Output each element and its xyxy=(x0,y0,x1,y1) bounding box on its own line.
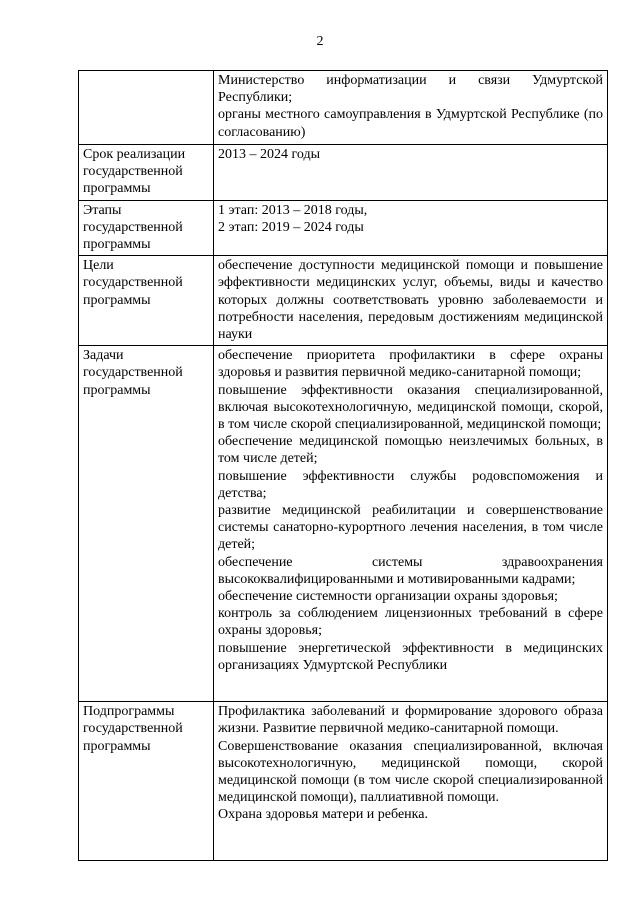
value-line: обеспечение системности организации охраны здоровья; xyxy=(218,589,558,605)
row-label: Подпрограммы государственной программы xyxy=(79,702,214,861)
value-line: повышение энергетической эффективности в медицинских организациях Удмуртской Республики xyxy=(218,640,603,673)
value-line: 2 этап: 2019 – 2024 годы xyxy=(218,219,364,235)
row-label: Цели государственной программы xyxy=(79,256,214,346)
value-line: обеспечение доступности медицинской помощи и повышение эффективности медицинских услуг, объемы, виды и качество которых должны соответствовать уровню заболеваемости и потребности населения, передовым достижениям медицинской науки xyxy=(218,258,603,343)
row-value xyxy=(214,145,608,201)
table-row-tasks xyxy=(79,346,608,702)
value-line: органы местного самоуправления в Удмуртской Республике (по согласованию) xyxy=(218,107,603,140)
table-row-term xyxy=(79,145,608,201)
value-line: развитие медицинской реабилитации и совершенствование системы санаторно-курортного лечения населения, в том числе детей; xyxy=(218,503,603,553)
value-line: контроль за соблюдением лицензионных требований в сфере охраны здоровья; xyxy=(218,606,603,639)
row-value xyxy=(214,256,608,346)
row-value xyxy=(214,200,608,256)
value-line: 2013 – 2024 годы xyxy=(218,147,321,162)
value-line: Совершенствование оказания специализированной, включая высокотехнологичную, медицинской помощи, скорой медицинской помощи (в том числе скорой специализированной медицинской помощи), паллиативной помощи. xyxy=(218,738,603,806)
value-line: обеспечение приоритета профилактики в сфере охраны здоровья и развития первичной медико-санитарной помощи; xyxy=(218,348,603,381)
page-number: 2 xyxy=(316,34,324,49)
value-line: повышение эффективности оказания специализированной, включая высокотехнологичную, медицинской помощи, скорой, в том числе скорой специализированной, медицинской помощи; xyxy=(218,382,603,433)
value-line: Министерство информатизации и связи Удмуртской Республики; xyxy=(218,73,603,106)
row-value xyxy=(214,71,608,145)
table-row-stages xyxy=(79,200,608,256)
table-row-subprograms xyxy=(79,702,608,861)
row-label xyxy=(79,71,214,145)
row-value xyxy=(214,702,608,861)
table-row-goals xyxy=(79,256,608,346)
value-line: Охрана здоровья матери и ребенка. xyxy=(218,807,428,823)
table-row-responsible xyxy=(79,71,608,145)
value-line: обеспечение медицинской помощью неизлечимых больных, в том числе детей; xyxy=(218,434,603,467)
program-passport-table xyxy=(78,70,608,861)
value-line: 1 этап: 2013 – 2018 годы, xyxy=(218,202,368,218)
value-line: повышение эффективности службы родовспоможения и детства; xyxy=(218,468,603,501)
row-value xyxy=(214,346,608,702)
value-line: Профилактика заболеваний и формирование здорового образа жизни. Развитие первичной медико-санитарной помощи. xyxy=(218,704,603,737)
row-label: Этапы государственной программы xyxy=(79,200,214,256)
row-label: Срок реализации государственной программы xyxy=(79,145,214,201)
row-label: Задачи государственной программы xyxy=(79,346,214,702)
value-line: обеспечение системы здравоохранения высококвалифицированными и мотивированными кадрами; xyxy=(218,554,603,587)
